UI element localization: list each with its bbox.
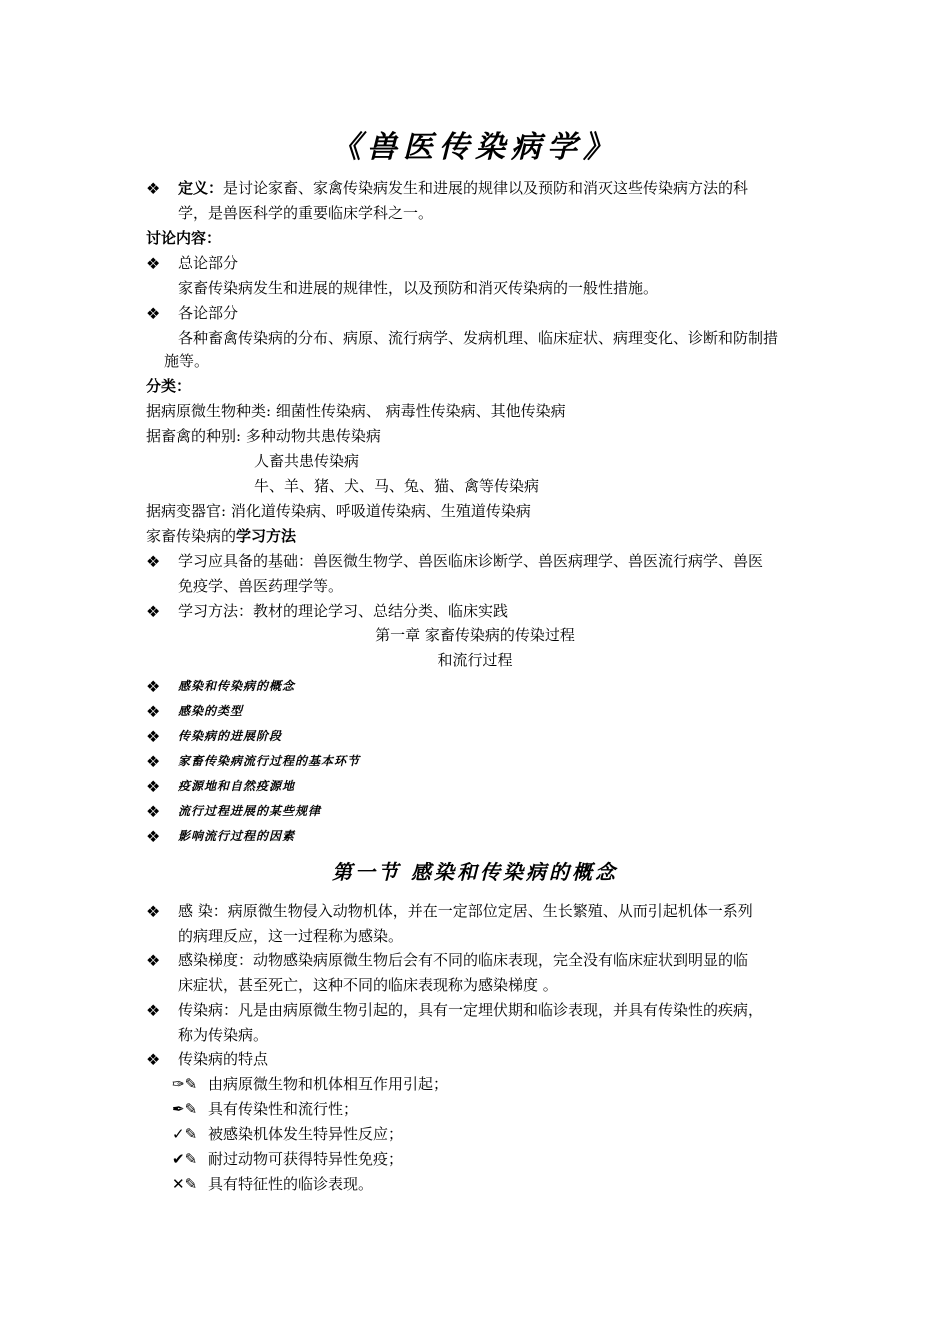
classification-by-animal-2: 人畜共患传染病 [254,452,360,470]
bullet-icon: ❖ [146,254,161,273]
study-heading-prefix: 家畜传染病的 [146,527,237,545]
study-methods: 学习方法：教材的理论学习、总结分类、临床实践 [178,602,509,620]
feature-text: 具有传染性和流行性； [208,1100,359,1118]
bullet-icon: ❖ [146,702,161,721]
bullet-icon: ❖ [146,602,161,621]
feature-item [172,1172,373,1197]
bullet-icon: ❖ [146,802,161,821]
bullet-icon: ❖ [146,752,161,771]
bullet-icon: ❖ [146,552,161,571]
chapter-item: 疫源地和自然疫源地 [178,779,296,793]
general-label: 总论部分 [178,254,239,272]
gradient-line2: 床症状，甚至死亡，这种不同的临床表现称为感染梯度 。 [178,976,558,994]
study-heading [146,524,296,549]
disease-line1: 传染病：凡是由病原微生物引起的，具有一定埋伏期和临诊表现，并具有传染性的疾病， [178,1001,764,1019]
specific-label: 各论部分 [178,304,239,322]
feature-item [172,1122,403,1147]
classification-by-animal: 据畜禽的种别: 多种动物共患传染病 [146,427,381,445]
check-pencil-icon: ✓✎ [172,1125,198,1143]
discussion-heading: 讨论内容： [146,229,222,247]
classification-by-organ: 据病变器官: 消化道传染病、呼吸道传染病、生殖道传染病 [146,502,531,520]
bullet-icon: ❖ [146,304,161,323]
chapter-item: 传染病的进展阶段 [178,729,283,743]
general-desc: 家畜传染病发生和进展的规律性，以及预防和消灭传染病的一般性措施。 [178,279,659,297]
feature-text: 由病原微生物和机体相互作用引起； [208,1075,449,1093]
bullet-icon: ❖ [146,677,161,696]
infection-line1: 感 染：病原微生物侵入动物机体，并在一定部位定居、生长繁殖、从而引起机体一系列 [178,902,753,920]
bullet-icon: ❖ [146,1050,161,1069]
bullet-icon: ❖ [146,727,161,746]
chapter-item: 家畜传染病流行过程的基本环节 [178,754,361,768]
feature-item [172,1147,403,1172]
definition-line2: 学，是兽医科学的重要临床学科之一。 [178,204,434,222]
feature-item [172,1072,448,1097]
study-basics-line1: 学习应具备的基础：兽医微生物学、兽医临床诊断学、兽医病理学、兽医流行病学、兽医 [178,552,764,570]
chapter-item: 感染的类型 [178,704,244,718]
chapter-item: 流行过程进展的某些规律 [178,804,322,818]
chapter-title-line1: 第一章 家畜传染病的传染过程 [375,626,575,644]
feature-text: 耐过动物可获得特异性免疫； [208,1150,404,1168]
gradient-line1: 感染梯度：动物感染病原微生物后会有不同的临床表现，完全没有临床症状到明显的临 [178,951,749,969]
definition-line1 [178,176,748,201]
bullet-icon: ❖ [146,827,161,846]
study-heading-bold: 学习方法 [236,527,297,545]
feature-item [172,1097,358,1122]
feature-text: 被感染机体发生特异性反应； [208,1125,404,1143]
check-pencil-icon: ✔✎ [172,1150,198,1168]
classification-by-animal-3: 牛、羊、猪、犬、马、兔、猫、禽等传染病 [254,477,540,495]
classification-heading: 分类： [146,377,192,395]
document-title: 《兽医传染病学》 [331,130,619,165]
features-heading: 传染病的特点 [178,1050,269,1068]
bullet-icon: ❖ [146,951,161,970]
classification-by-pathogen: 据病原微生物种类: 细菌性传染病、 病毒性传染病、其他传染病 [146,402,566,420]
bullet-icon: ❖ [146,777,161,796]
pencil-icon: ✑✎ [172,1075,198,1093]
cross-pencil-icon: ✕✎ [172,1175,198,1193]
bullet-icon: ❖ [146,179,161,198]
specific-desc-line1: 各种畜禽传染病的分布、病原、流行病学、发病机理、临床症状、病理变化、诊断和防制措 [178,329,779,347]
feature-text: 具有特征性的临诊表现。 [208,1175,374,1193]
section-title: 第一节 感染和传染病的概念 [332,860,618,884]
pencil-icon: ✒✎ [172,1100,198,1118]
study-basics-line2: 免疫学、兽医药理学等。 [178,577,344,595]
infection-line2: 的病理反应，这一过程称为感染。 [178,927,404,945]
bullet-icon: ❖ [146,902,161,921]
disease-line2: 称为传染病。 [178,1026,269,1044]
chapter-item: 影响流行过程的因素 [178,829,296,843]
specific-desc-line2: 施等。 [164,352,210,370]
chapter-item: 感染和传染病的概念 [178,679,296,693]
definition-label: 定义： [178,179,224,197]
definition-text: 是讨论家畜、家禽传染病发生和进展的规律以及预防和消灭这些传染病方法的科 [223,179,749,197]
bullet-icon: ❖ [146,1001,161,1020]
chapter-title-line2: 和流行过程 [437,651,513,669]
